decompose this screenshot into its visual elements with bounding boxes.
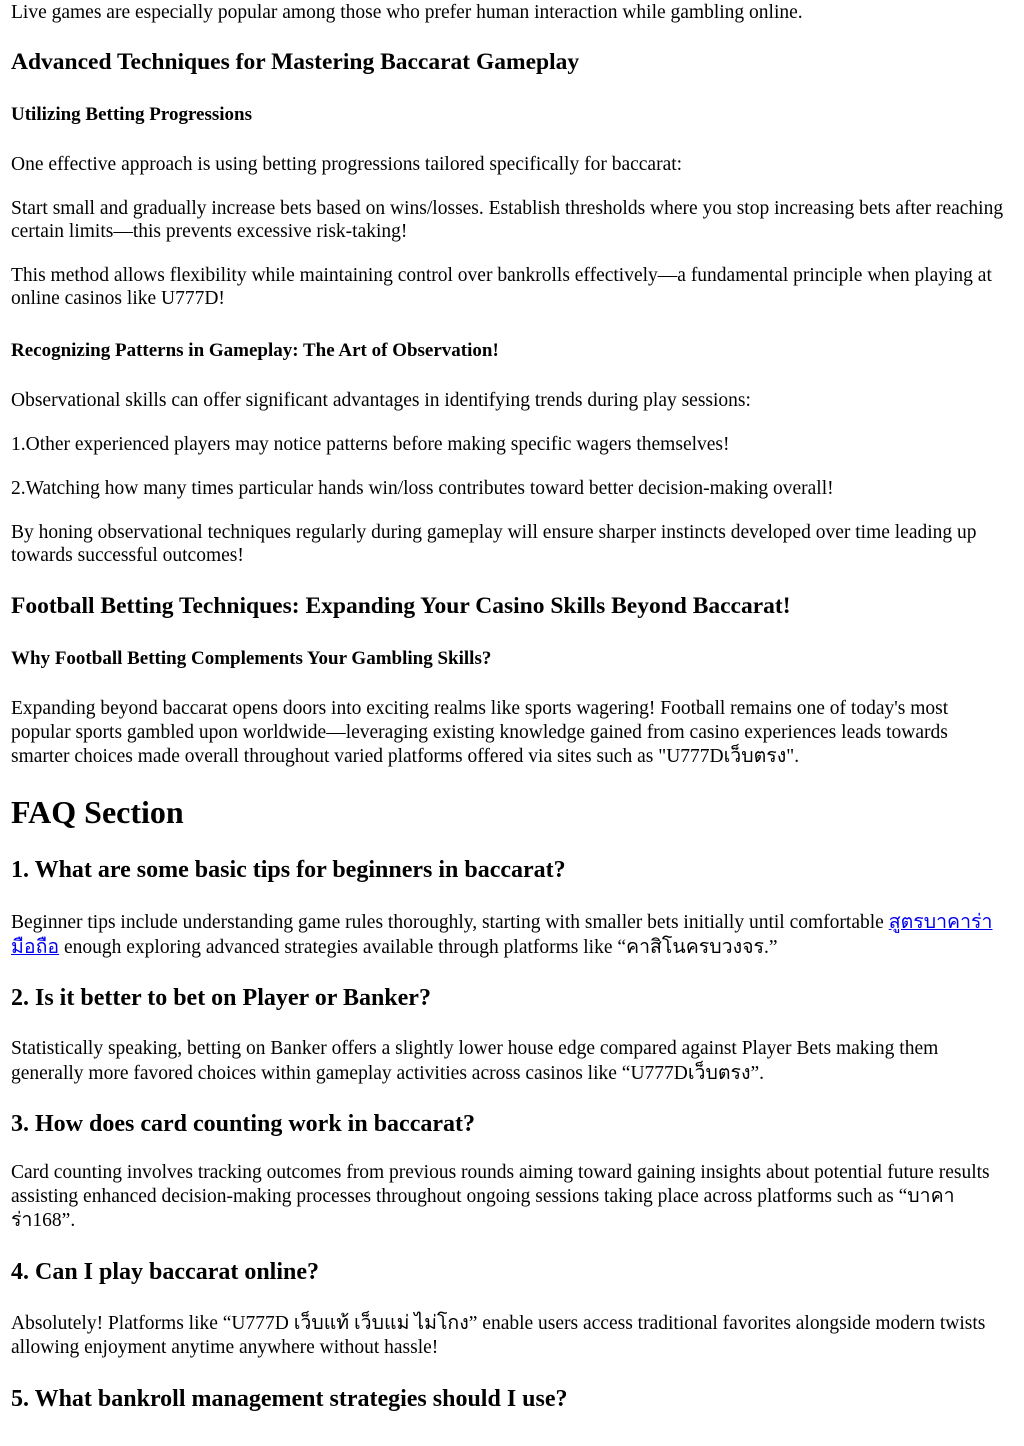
patterns-paragraph-4: By honing observational techniques regularly during gameplay will ensure sharper instincts developed over time leading up towards successful outcomes! — [11, 522, 977, 566]
patterns-list-item-2: 2.Watching how many times particular hands win/loss contributes toward better decision-making overall! — [11, 478, 834, 499]
faq-question-5: 5. What bankroll management strategies should I use? — [11, 1386, 568, 1412]
faq-answer-2: Statistically speaking, betting on Banker offers a slightly lower house edge compared against Player Bets making them generally more favored choices within gameplay activities across casinos like “U777Dเว็บตรง”. — [11, 1038, 939, 1084]
progressions-paragraph-3: This method allows flexibility while maintaining control over bankrolls effectively—a fundamental principle when playing at online casinos like U777D! — [11, 265, 992, 309]
faq-answer-1-text-end: enough exploring advanced strategies available through platforms like “คาสิโนครบวงจร.” — [59, 937, 778, 958]
faq-question-4: 4. Can I play baccarat online? — [11, 1259, 320, 1285]
heading-recognizing-patterns: Recognizing Patterns in Gameplay: The Art of Observation! — [11, 340, 499, 361]
faq-section-title: FAQ Section — [11, 794, 184, 830]
faq-answer-1 — [11, 910, 1011, 960]
progressions-paragraph-2: Start small and gradually increase bets based on wins/losses. Establish thresholds where you stop increasing bets after reaching certain limits—this prevents excessive risk-taking! — [11, 198, 1004, 242]
faq-answer-4: Absolutely! Platforms like “U777D เว็บแท้ เว็บแม่ ไม่โกง” enable users access traditional favorites alongside modern twists allowing enjoyment anytime anywhere without hassle! — [11, 1313, 986, 1358]
patterns-list-item-1: 1.Other experienced players may notice patterns before making specific wagers themselves! — [11, 434, 730, 455]
football-paragraph: Expanding beyond baccarat opens doors into exciting realms like sports wagering! Football remains one of today's most popular sports gambled upon worldwide—leveraging existing knowledge gained from casino experiences leads towards smarter choices made overall throughout varied platforms offered via sites such as "U777Dเว็บตรง". — [11, 698, 949, 767]
heading-advanced-techniques: Advanced Techniques for Mastering Baccarat Gameplay — [11, 49, 580, 75]
faq-answer-1-text-start: Beginner tips include understanding game rules thoroughly, starting with smaller bets initially until comfortable — [11, 912, 889, 933]
faq-question-3: 3. How does card counting work in baccarat? — [11, 1111, 475, 1137]
faq-question-1: 1. What are some basic tips for beginners in baccarat? — [11, 857, 566, 883]
heading-why-football: Why Football Betting Complements Your Gambling Skills? — [11, 648, 492, 669]
intro-paragraph: Live games are especially popular among those who prefer human interaction while gambling online. — [11, 2, 803, 23]
patterns-paragraph-1: Observational skills can offer significant advantages in identifying trends during play sessions: — [11, 390, 751, 411]
faq-question-2: 2. Is it better to bet on Player or Banker? — [11, 985, 431, 1011]
heading-betting-progressions: Utilizing Betting Progressions — [11, 104, 253, 125]
progressions-paragraph-1: One effective approach is using betting progressions tailored specifically for baccarat: — [11, 154, 683, 175]
heading-football-betting: Football Betting Techniques: Expanding Your Casino Skills Beyond Baccarat! — [11, 593, 791, 619]
faq-answer-3: Card counting involves tracking outcomes from previous rounds aiming toward gaining insights about potential future results assisting enhanced decision-making processes throughout ongoing sessions taking place across platforms such as “บาคาร่า168”. — [11, 1162, 990, 1231]
baccarat-mobile-formula-link[interactable]: สูตรบาคาร่ามือถือ — [11, 912, 993, 958]
